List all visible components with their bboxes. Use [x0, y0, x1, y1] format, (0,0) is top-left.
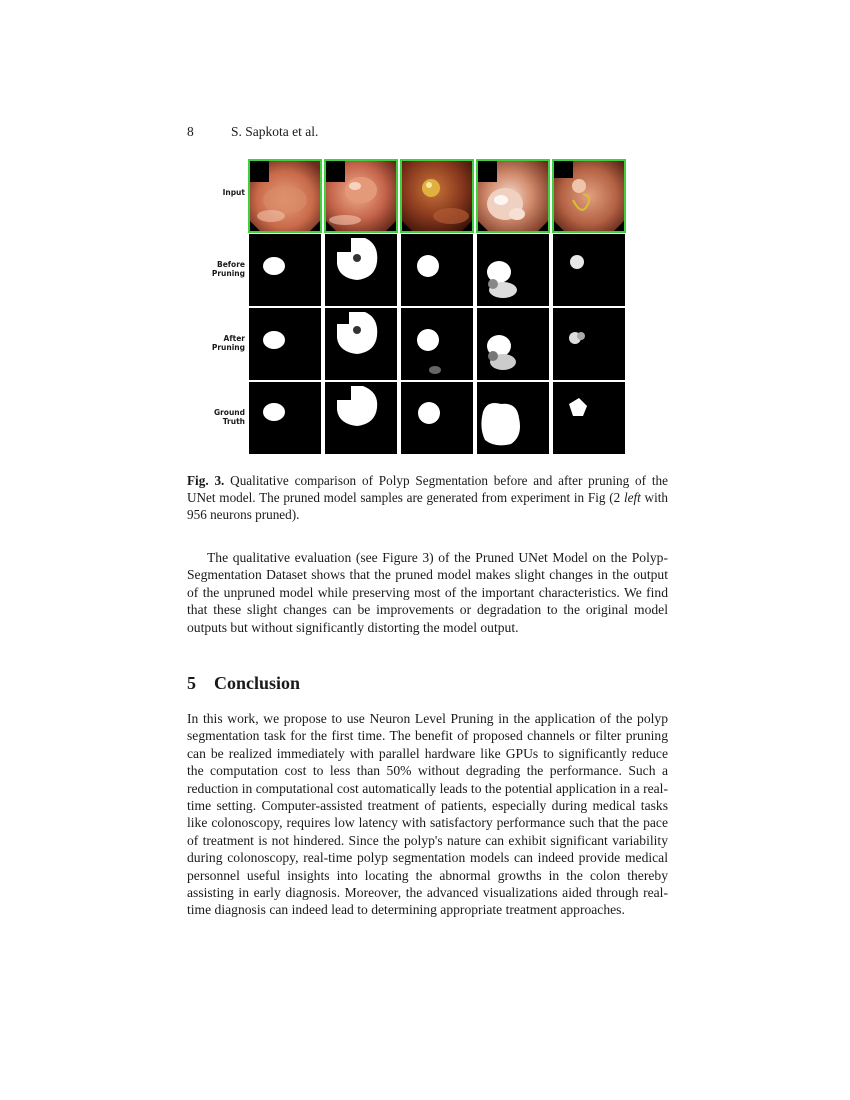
- input-image-5: [553, 160, 625, 232]
- section-number: 5: [187, 673, 196, 693]
- row-label-input: Input: [222, 188, 245, 197]
- figure-caption: [187, 472, 668, 523]
- figure-row-input: [200, 160, 630, 232]
- row-label-after-pruning: After Pruning: [211, 334, 245, 352]
- figure-row-before-pruning: [200, 234, 630, 306]
- mask-after-1: [249, 308, 321, 380]
- mask-truth-4: [477, 382, 549, 454]
- caption-text-2: with 956 neurons pruned).: [187, 490, 668, 522]
- body-paragraph-2: In this work, we propose to use Neuron Level Pruning in the application of the polyp segmentation task for the first time. The benefit of proposed channels or filter pruning can be realized immediately with parallel hardware like GPUs to significantly reduce the computation cost to less than 50% without degrading the performance. Such a reduction in computational cost automatically leads to the potential application in a real-time setting. Computer-assisted treatment of patients, especially during medical tasks like colonoscopy, requires low latency with satisfactory performance such that the pace of treatment is not hindered. Since the polyp's nature can exhibit significant variability during colonoscopy, real-time polyp segmentation models can indeed provide medical personnel useful insights into locating the abnormal growths in the colon thereby assisting in early diagnosis. Moreover, the advanced visualizations aided through real-time diagnosis can indeed lead to determining appropriate treatment approaches.: [187, 711, 668, 918]
- mask-truth-1: [249, 382, 321, 454]
- section-title: Conclusion: [214, 673, 301, 693]
- mask-before-3: [401, 234, 473, 306]
- row-label-before-pruning: Before Pruning: [211, 260, 245, 278]
- input-image-4: [477, 160, 549, 232]
- input-image-3: [401, 160, 473, 232]
- mask-truth-3: [401, 382, 473, 454]
- input-image-2: [325, 160, 397, 232]
- caption-label: Fig. 3.: [187, 473, 225, 488]
- running-head: [187, 124, 318, 140]
- caption-text-1: Qualitative comparison of Polyp Segmentation before and after pruning of the UNet model. The pruned model samples are generated from experiment in Fig (2: [187, 473, 668, 505]
- mask-before-4: [477, 234, 549, 306]
- input-image-1: [249, 160, 321, 232]
- mask-before-5: [553, 234, 625, 306]
- mask-after-4: [477, 308, 549, 380]
- caption-italic: left: [623, 490, 641, 505]
- page-number: 8: [187, 124, 194, 139]
- mask-truth-5: [553, 382, 625, 454]
- body-paragraph-1: The qualitative evaluation (see Figure 3) of the Pruned UNet Model on the Polyp-Segmentation Dataset shows that the pruned model makes slight changes in the output of the unpruned model while preserving most of the important characteristics. We find that these slight changes can be improvements or degradation to the original model outputs but without significantly distorting the model output.: [187, 550, 668, 635]
- section-heading: [187, 673, 300, 694]
- mask-after-5: [553, 308, 625, 380]
- mask-after-3: [401, 308, 473, 380]
- row-label-ground-truth: Ground Truth: [213, 408, 245, 426]
- mask-before-2: [325, 234, 397, 306]
- mask-before-1: [249, 234, 321, 306]
- figure-row-after-pruning: [200, 308, 630, 380]
- figure-row-ground-truth: [200, 382, 630, 454]
- mask-truth-2: [325, 382, 397, 454]
- mask-after-2: [325, 308, 397, 380]
- running-head-authors: S. Sapkota et al.: [231, 124, 319, 139]
